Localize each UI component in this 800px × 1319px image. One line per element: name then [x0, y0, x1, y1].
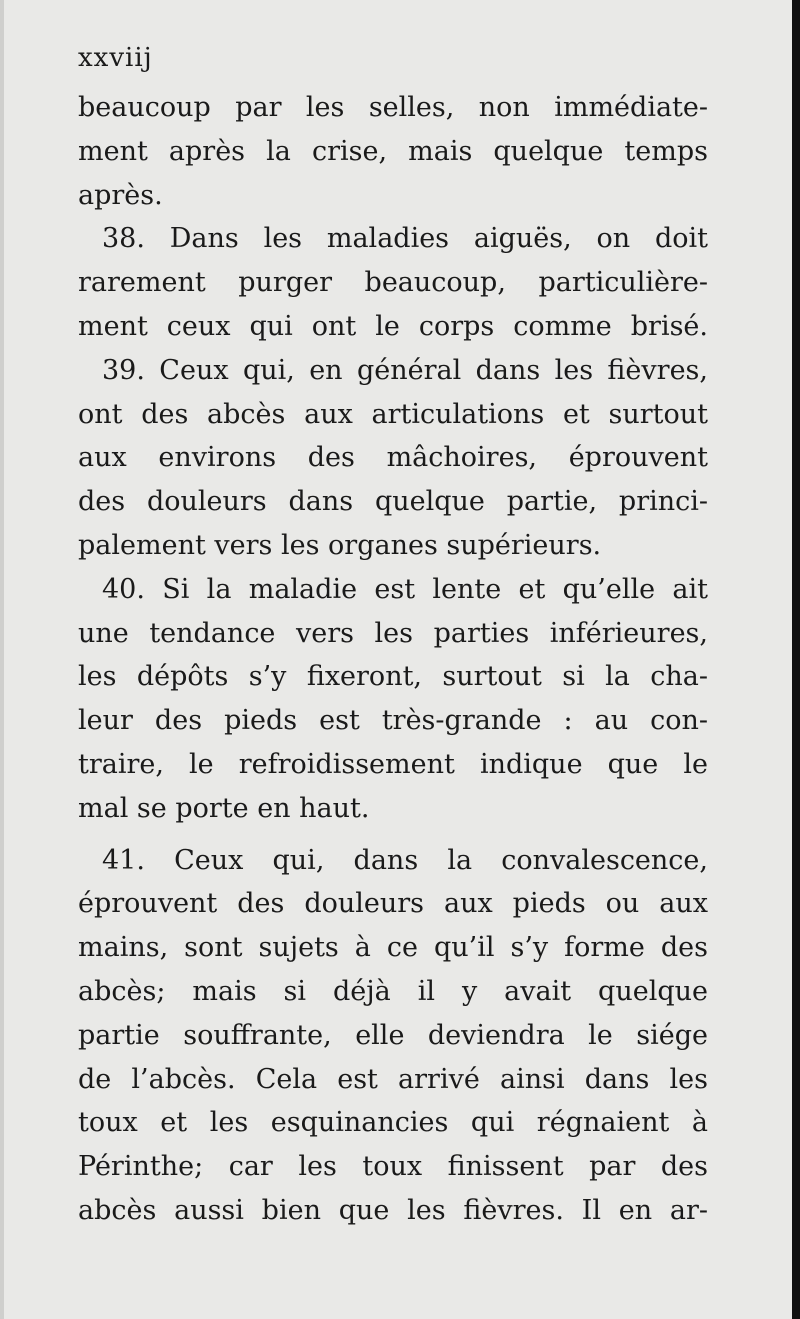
- body-text: [78, 86, 708, 1233]
- text-line: mains, sont sujets à ce qu’il s’y forme des: [78, 932, 708, 964]
- text-line: rarement purger beaucoup, particulière-: [78, 267, 708, 299]
- text-line: partie souffrante, elle deviendra le siége: [78, 1019, 708, 1051]
- text-block: [78, 38, 708, 1233]
- text-line: une tendance vers les parties inférieures,: [78, 617, 708, 649]
- running-head-page-number: xxviij: [78, 43, 153, 73]
- text-line: 41. Ceux qui, dans la convalescence,: [102, 844, 708, 876]
- text-line: palement vers les organes supérieurs.: [78, 529, 602, 561]
- text-line: ment après la crise, mais quelque temps: [78, 135, 708, 167]
- text-line: après.: [78, 179, 163, 211]
- text-line: 38. Dans les maladies aiguës, on doit: [102, 223, 708, 255]
- text-line: abcès; mais si déjà il y avait quelque: [78, 975, 708, 1007]
- text-line: de l’abcès. Cela est arrivé ainsi dans les: [78, 1063, 708, 1095]
- text-line: aux environs des mâchoires, éprouvent: [78, 442, 708, 474]
- text-line: toux et les esquinancies qui régnaient à: [78, 1107, 708, 1139]
- text-line: Périnthe; car les toux finissent par des: [78, 1151, 708, 1183]
- text-line: traire, le refroidissement indique que le: [78, 748, 708, 780]
- page-right-edge-shadow: [792, 0, 800, 1319]
- text-line: abcès aussi bien que les fièvres. Il en ar-: [78, 1194, 708, 1226]
- page-left-edge: [0, 0, 4, 1319]
- text-line: 39. Ceux qui, en général dans les fièvres,: [102, 354, 708, 386]
- text-line: beaucoup par les selles, non immédiate-: [78, 92, 708, 123]
- text-line: mal se porte en haut.: [78, 792, 370, 824]
- text-line: ment ceux qui ont le corps comme brisé.: [78, 310, 708, 342]
- text-line: leur des pieds est très-grande : au con-: [78, 705, 708, 737]
- paragraph-gap: [78, 831, 708, 839]
- text-line: les dépôts s’y fixeront, surtout si la cha-: [78, 661, 708, 693]
- text-line: ont des abcès aux articulations et surtout: [78, 398, 708, 430]
- text-line: éprouvent des douleurs aux pieds ou aux: [78, 888, 708, 920]
- text-line: des douleurs dans quelque partie, princi-: [78, 486, 708, 518]
- text-line: 40. Si la maladie est lente et qu’elle ait: [102, 573, 708, 605]
